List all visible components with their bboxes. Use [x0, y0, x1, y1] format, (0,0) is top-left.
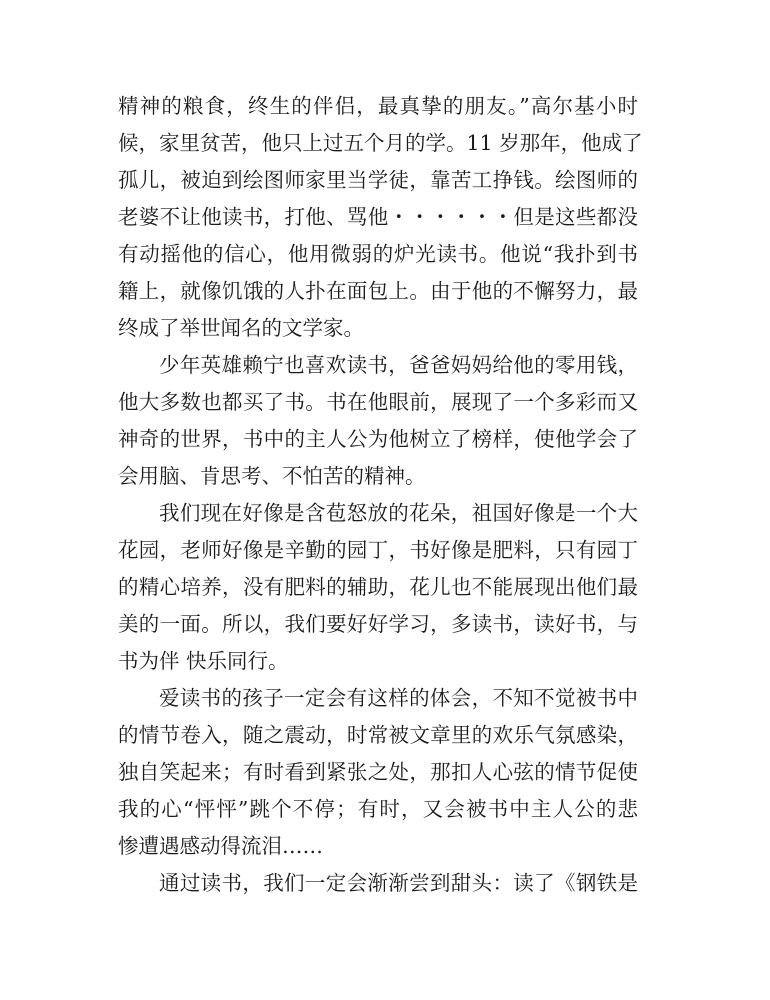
text-line: 他大多数也都买了书。书在他眼前，展现了一个多彩而又: [118, 390, 638, 414]
text-line: 籍上，就像饥饿的人扑在面包上。由于他的不懈努力，最: [118, 279, 638, 303]
text-line: 会用脑、肯思考、不怕苦的精神。: [118, 464, 426, 488]
text-line: 独自笑起来；有时看到紧张之处，那扣人心弦的情节促使: [118, 760, 638, 784]
paragraph-first-line: 我们现在好像是含苞怒放的花朵，祖国好像是一个大: [159, 501, 638, 525]
text-line: 书为伴 快乐同行。: [118, 649, 289, 673]
text-line: 美的一面。所以，我们要好好学习，多读书，读好书，与: [118, 612, 638, 636]
body-text: [118, 88, 643, 902]
text-line: 惨遭遇感动得流泪……: [118, 834, 323, 858]
text-line: 终成了举世闻名的文学家。: [118, 316, 364, 340]
text-line: 神奇的世界，书中的主人公为他树立了榜样，使他学会了: [118, 427, 638, 451]
text-line: 候，家里贫苦，他只上过五个月的学。11 岁那年，他成了: [118, 131, 643, 155]
text-line: 花园，老师好像是辛勤的园丁，书好像是肥料，只有园丁: [118, 538, 638, 562]
paragraph-first-line: 通过读书，我们一定会渐渐尝到甜头：读了《钢铁是: [159, 871, 638, 895]
text-line: 的情节卷入，随之震动，时常被文章里的欢乐气氛感染，: [118, 723, 638, 747]
text-line: 老婆不让他读书，打他、骂他・・・・・・但是这些都没: [118, 205, 638, 229]
text-line: 有动摇他的信心，他用微弱的炉光读书。他说“我扑到书: [118, 242, 638, 266]
paragraph-first-line: 少年英雄赖宁也喜欢读书，爸爸妈妈给他的零用钱，: [159, 353, 638, 377]
text-line: 的精心培养，没有肥料的辅助，花儿也不能展现出他们最: [118, 575, 638, 599]
text-line: 我的心“怦怦”跳个不停；有时，又会被书中主人公的悲: [118, 797, 638, 821]
text-line: 孤儿，被迫到绘图师家里当学徒，靠苦工挣钱。绘图师的: [118, 168, 638, 192]
text-line: 精神的粮食，终生的伴侣，最真挚的朋友。”高尔基小时: [118, 94, 638, 118]
paragraph-first-line: 爱读书的孩子一定会有这样的体会，不知不觉被书中: [159, 686, 638, 710]
